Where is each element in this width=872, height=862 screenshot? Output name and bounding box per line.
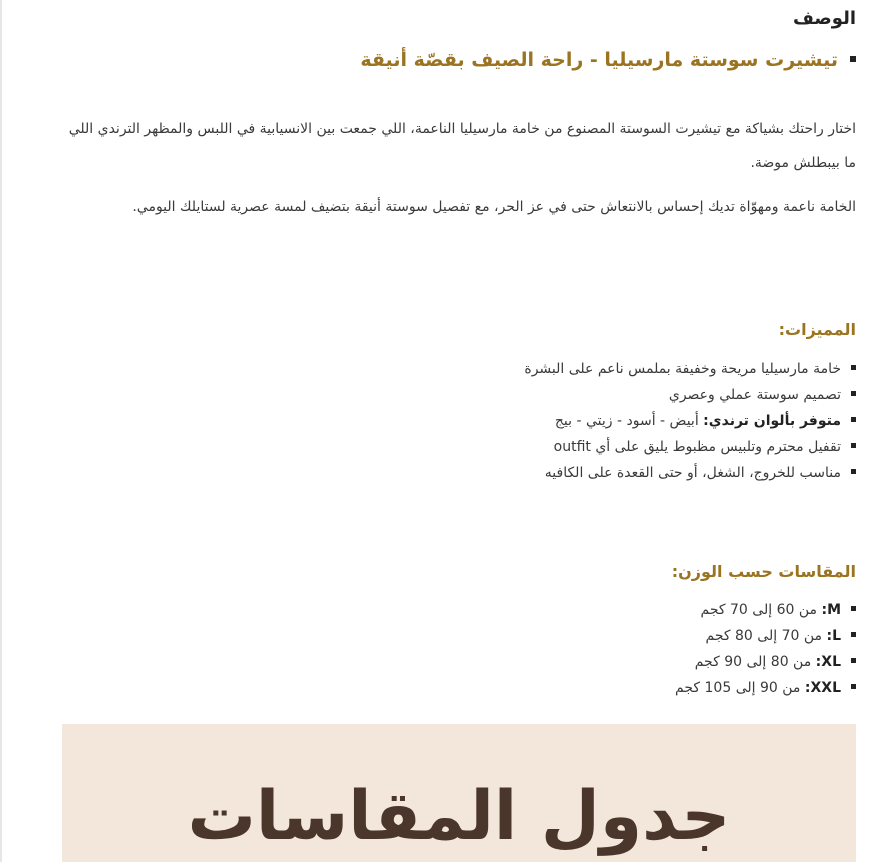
product-title [360, 49, 856, 71]
description-heading: الوصف [792, 8, 856, 29]
feature-text: أبيض - أسود - زيتي - بيج [554, 413, 699, 429]
size-range: من 60 إلى 70 كجم [700, 602, 817, 618]
bullet-square-icon [850, 56, 856, 62]
bullet-square-icon [851, 443, 856, 448]
list-item [675, 623, 856, 649]
size-range: من 90 إلى 105 كجم [675, 680, 801, 696]
features-list [524, 356, 856, 486]
bullet-square-icon [851, 658, 856, 663]
list-item [524, 434, 856, 460]
size-label: L: [826, 628, 841, 644]
size-range: من 70 إلى 80 كجم [705, 628, 823, 644]
size-label: XL: [815, 654, 841, 670]
list-item [675, 597, 856, 623]
list-item [524, 382, 856, 408]
bullet-square-icon [851, 391, 856, 396]
feature-text: خامة مارسيليا مريحة وخفيفة بملمس ناعم على البشرة [524, 361, 841, 377]
bullet-square-icon [851, 632, 856, 637]
size-chart-banner [62, 724, 856, 862]
bullet-square-icon [851, 417, 856, 422]
feature-label: متوفر بألوان ترندي: [703, 413, 841, 429]
list-item [524, 460, 856, 486]
feature-text: تقفيل محترم وتلبيس مظبوط يليق على أي outfit [553, 439, 841, 455]
size-range: من 80 إلى 90 كجم [694, 654, 812, 670]
page-left-border [0, 0, 2, 862]
size-label: XXL: [804, 680, 841, 696]
feature-text: مناسب للخروج، الشغل، أو حتى القعدة على الكافيه [544, 465, 841, 481]
features-heading: المميزات: [778, 320, 856, 339]
list-item [675, 649, 856, 675]
bullet-square-icon [851, 365, 856, 370]
sizes-heading: المقاسات حسب الوزن: [671, 562, 856, 581]
bullet-square-icon [851, 606, 856, 611]
list-item [675, 675, 856, 701]
product-title-text: تيشيرت سوستة مارسيليا - راحة الصيف بقصّة أنيقة [360, 49, 838, 71]
feature-text: تصميم سوستة عملي وعصري [668, 387, 841, 403]
description-paragraph-2: الخامة ناعمة ومهوّاة تديك إحساس بالانتعاش حتى في عز الحر، مع تفصيل سوستة أنيقة بتضيف لمسة عصرية لستايلك اليومي. [132, 199, 856, 215]
size-label: M: [821, 602, 841, 618]
description-paragraph-1: اختار راحتك بشياكة مع تيشيرت السوستة المصنوع من خامة مارسيليا الناعمة، اللي جمعت بين الانسيابية في اللبس والمظهر الترندي اللي ما بيبطلش موضة. [68, 121, 856, 171]
size-chart-title: جدول المقاسات [187, 777, 731, 856]
bullet-square-icon [851, 469, 856, 474]
list-item [524, 408, 856, 434]
bullet-square-icon [851, 684, 856, 689]
sizes-list [675, 597, 856, 701]
list-item [524, 356, 856, 382]
